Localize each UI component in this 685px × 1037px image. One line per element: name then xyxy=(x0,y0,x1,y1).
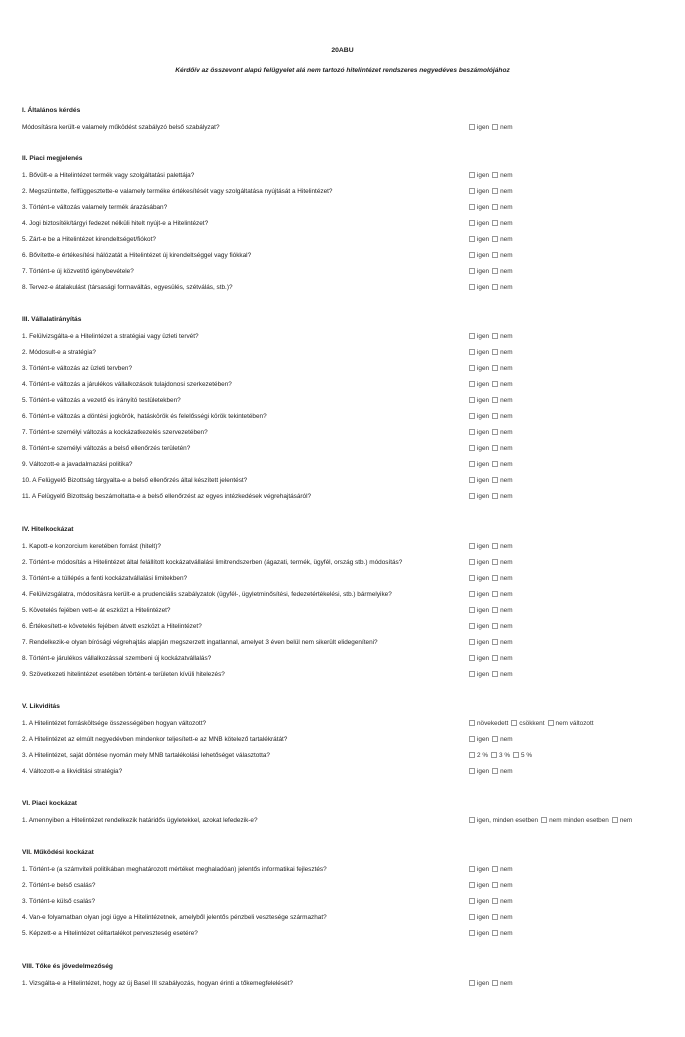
question-text: 3. Történt-e a túllépés a fenti kockázatvállalási limitekben? xyxy=(22,575,188,582)
checkbox[interactable] xyxy=(469,333,475,339)
option-label: nem xyxy=(500,575,513,582)
checkbox[interactable] xyxy=(492,736,498,742)
answer-options xyxy=(469,493,516,500)
answer-options xyxy=(469,914,516,921)
option-label: igen xyxy=(477,477,490,484)
checkbox[interactable] xyxy=(469,591,475,597)
checkbox[interactable] xyxy=(541,817,547,823)
checkbox[interactable] xyxy=(469,671,475,677)
checkbox[interactable] xyxy=(492,477,498,483)
option-label: igen xyxy=(477,980,490,987)
question-text: 2. Történt-e módosítás a Hitelintézet által felállított kockázatvállalási limitrendszerben (ágazati, termék, ügyfél, ország stb.) módosítás? xyxy=(22,559,403,566)
checkbox[interactable] xyxy=(492,349,498,355)
option-label: nem xyxy=(500,768,513,775)
option-label: nem xyxy=(500,559,513,566)
checkbox[interactable] xyxy=(492,543,498,549)
checkbox[interactable] xyxy=(492,980,498,986)
question-text: 4. Történt-e változás a járulékos vállalkozások tulajdonosi szerkezetében? xyxy=(22,381,232,388)
checkbox[interactable] xyxy=(492,623,498,629)
question-text: 5. Zárt-e be a Hitelintézet kirendeltséget/fiókot? xyxy=(22,236,156,243)
checkbox[interactable] xyxy=(492,914,498,920)
option-label: nem xyxy=(500,639,513,646)
answer-options xyxy=(469,817,635,824)
option-label: igen xyxy=(477,268,490,275)
question-text: 3. Történt-e külső csalás? xyxy=(22,898,96,905)
checkbox[interactable] xyxy=(492,671,498,677)
question-text: 7. Rendelkezik-e olyan bírósági végrehajtás alapján megszerzett ingatlannal, amelyet 3 éven belül nem sikerült elidegeníteni? xyxy=(22,639,378,646)
question-text: 9. Szövetkezeti hitelintézet esetében történt-e területen kívüli hitelezés? xyxy=(22,671,225,678)
option-label: nem xyxy=(500,930,513,937)
checkbox[interactable] xyxy=(492,655,498,661)
answer-options xyxy=(469,607,516,614)
option-label: igen xyxy=(477,333,490,340)
answer-options xyxy=(469,671,516,678)
answer-options xyxy=(469,768,516,775)
question-text: 8. Történt-e járulékos vállalkozással szembeni új kockázatvállalás? xyxy=(22,655,212,662)
answer-options xyxy=(469,252,516,259)
option-label: igen xyxy=(477,768,490,775)
checkbox[interactable] xyxy=(492,445,498,451)
section-title: I. Általános kérdés xyxy=(22,107,81,114)
checkbox[interactable] xyxy=(492,204,498,210)
option-label: nem xyxy=(500,607,513,614)
option-label: nem xyxy=(500,188,513,195)
option-label: 2 % xyxy=(477,752,489,759)
checkbox[interactable] xyxy=(469,752,475,758)
option-label: igen xyxy=(477,914,490,921)
option-label: igen xyxy=(477,236,490,243)
answer-options xyxy=(469,236,516,243)
answer-options xyxy=(469,445,516,452)
option-label: nem xyxy=(500,268,513,275)
option-label: igen xyxy=(477,882,490,889)
checkbox[interactable] xyxy=(469,623,475,629)
answer-options xyxy=(469,559,516,566)
option-label: nem xyxy=(500,413,513,420)
question-text: 2. A Hitelintézet az elmúlt negyedévben mindenkor teljesített-e az MNB kötelező tartalékrátát? xyxy=(22,736,288,743)
option-label: igen xyxy=(477,607,490,614)
question-text: 5. Történt-e változás a vezető és irányító testületekben? xyxy=(22,397,181,404)
answer-options xyxy=(469,204,516,211)
option-label: igen xyxy=(477,671,490,678)
answer-options xyxy=(469,736,516,743)
option-label: nem xyxy=(500,204,513,211)
checkbox[interactable] xyxy=(492,268,498,274)
question-text: 2. Megszüntette, felfüggesztette-e valamely terméke értékesítését vagy szolgáltatása nyújtását a Hitelintézet? xyxy=(22,188,333,195)
option-label: nem xyxy=(500,124,513,131)
answer-options xyxy=(469,333,516,340)
section-title: V. Likviditás xyxy=(22,703,60,710)
option-label: igen xyxy=(477,639,490,646)
option-label: igen xyxy=(477,866,490,873)
option-label: igen xyxy=(477,252,490,259)
answer-options xyxy=(469,397,516,404)
checkbox[interactable] xyxy=(469,736,475,742)
checkbox[interactable] xyxy=(492,930,498,936)
checkbox[interactable] xyxy=(469,655,475,661)
option-label: nem xyxy=(500,429,513,436)
option-label: nem xyxy=(500,220,513,227)
question-text: 2. Módosult-e a stratégia? xyxy=(22,349,96,356)
answer-options xyxy=(469,365,516,372)
answer-options xyxy=(469,882,516,889)
checkbox[interactable] xyxy=(469,461,475,467)
option-label: igen xyxy=(477,381,490,388)
checkbox[interactable] xyxy=(492,639,498,645)
form-title: Kérdőív az összevont alapú felügyelet alá nem tartozó hitelintézet rendszeres negyedéves beszámolójához xyxy=(175,67,510,74)
checkbox[interactable] xyxy=(469,220,475,226)
question-text: 11. A Felügyelő Bizottság beszámoltatta-e a belső ellenőrzést az egyes intézkedések végrehajtásáról? xyxy=(22,493,312,500)
question-text: 1. A Hitelintézet forrásköltsége összességében hogyan változott? xyxy=(22,720,207,727)
option-label: nem változott xyxy=(555,720,594,727)
answer-options xyxy=(469,898,516,905)
answer-options xyxy=(469,429,516,436)
answer-options xyxy=(469,461,516,468)
checkbox[interactable] xyxy=(492,284,498,290)
answer-options xyxy=(469,349,516,356)
checkbox[interactable] xyxy=(469,768,475,774)
section-title: III. Vállalatirányítás xyxy=(22,316,82,323)
answer-options xyxy=(469,220,516,227)
checkbox[interactable] xyxy=(492,575,498,581)
option-label: nem xyxy=(500,172,513,179)
answer-options xyxy=(469,268,516,275)
option-label: igen xyxy=(477,397,490,404)
checkbox[interactable] xyxy=(469,172,475,178)
option-label: nem xyxy=(500,284,513,291)
option-label: igen xyxy=(477,172,490,179)
checkbox[interactable] xyxy=(469,397,475,403)
option-label: nem xyxy=(619,817,633,824)
answer-options xyxy=(469,639,516,646)
checkbox[interactable] xyxy=(469,817,475,823)
option-label: nem xyxy=(500,397,513,404)
checkbox[interactable] xyxy=(469,575,475,581)
option-label: nem xyxy=(500,365,513,372)
answer-options xyxy=(469,124,516,131)
checkbox[interactable] xyxy=(469,477,475,483)
question-text: 6. Értékesített-e követelés fejében átvett eszközt a Hitelintézet? xyxy=(22,623,202,630)
checkbox[interactable] xyxy=(492,365,498,371)
checkbox[interactable] xyxy=(492,559,498,565)
question-text: Módosításra került-e valamely működést szabályzó belső szabályzat? xyxy=(22,124,220,131)
question-text: 1. Kapott-e konzorcium keretében forrást (hitelt)? xyxy=(22,543,161,550)
option-label: igen xyxy=(477,445,490,452)
section-title: VI. Piaci kockázat xyxy=(22,800,77,807)
question-text: 8. Tervez-e átalakulást (társasági formaváltás, egyesülés, szétválás, stb.)? xyxy=(22,284,233,291)
checkbox[interactable] xyxy=(469,493,475,499)
checkbox[interactable] xyxy=(612,817,618,823)
checkbox[interactable] xyxy=(492,898,498,904)
section-title: II. Piaci megjelenés xyxy=(22,155,83,162)
answer-options xyxy=(469,980,516,987)
answer-options xyxy=(469,930,516,937)
checkbox[interactable] xyxy=(469,445,475,451)
option-label: igen xyxy=(477,124,490,131)
option-label: nem xyxy=(500,866,513,873)
answer-options xyxy=(469,575,516,582)
option-label: igen xyxy=(477,736,490,743)
answer-options xyxy=(469,752,535,759)
checkbox[interactable] xyxy=(492,413,498,419)
answer-options xyxy=(469,188,516,195)
option-label: 5 % xyxy=(521,752,533,759)
option-label: nem xyxy=(500,236,513,243)
option-label: igen xyxy=(477,898,490,905)
section-title: VIII. Tőke és jövedelmezőség xyxy=(22,963,113,970)
option-label: igen xyxy=(477,559,490,566)
checkbox[interactable] xyxy=(469,284,475,290)
checkbox[interactable] xyxy=(492,429,498,435)
option-label: igen, minden esetben xyxy=(477,817,539,824)
option-label: igen xyxy=(477,204,490,211)
checkbox[interactable] xyxy=(469,898,475,904)
option-label: nem xyxy=(500,543,513,550)
option-label: nem xyxy=(500,655,513,662)
checkbox[interactable] xyxy=(492,591,498,597)
option-label: igen xyxy=(477,623,490,630)
option-label: nem xyxy=(500,477,513,484)
option-label: igen xyxy=(477,461,490,468)
answer-options xyxy=(469,477,516,484)
question-text: 3. A Hitelintézet, saját döntése nyomán mely MNB tartalékolási lehetőséget választotta? xyxy=(22,752,270,759)
checkbox[interactable] xyxy=(469,980,475,986)
checkbox[interactable] xyxy=(469,236,475,242)
checkbox[interactable] xyxy=(492,461,498,467)
checkbox[interactable] xyxy=(492,768,498,774)
checkbox[interactable] xyxy=(492,882,498,888)
answer-options xyxy=(469,413,516,420)
checkbox[interactable] xyxy=(548,720,554,726)
question-text: 4. Felülvizsgálatra, módosításra került-e a prudenciális szabályzatok (ügyfél-, ügyletminősítési, fedezetértékelési, stb.) bármelyike? xyxy=(22,591,392,598)
question-text: 7. Történt-e új közvetítő igénybevétele? xyxy=(22,268,134,275)
checkbox[interactable] xyxy=(469,559,475,565)
checkbox[interactable] xyxy=(492,236,498,242)
checkbox[interactable] xyxy=(491,752,497,758)
answer-options xyxy=(469,381,516,388)
option-label: igen xyxy=(477,220,490,227)
option-label: nem xyxy=(500,461,513,468)
checkbox[interactable] xyxy=(492,866,498,872)
question-text: 1. Bővült-e a Hitelintézet termék vagy szolgáltatási palettája? xyxy=(22,172,195,179)
option-label: igen xyxy=(477,349,490,356)
option-label: nem xyxy=(500,623,513,630)
question-text: 6. Bővítette-e értékesítési hálózatát a Hitelintézet új kirendeltséggel vagy fiókkal? xyxy=(22,252,252,259)
checkbox[interactable] xyxy=(492,252,498,258)
option-label: igen xyxy=(477,591,490,598)
checkbox[interactable] xyxy=(492,188,498,194)
checkbox[interactable] xyxy=(469,365,475,371)
checkbox[interactable] xyxy=(492,493,498,499)
checkbox[interactable] xyxy=(469,124,475,130)
question-text: 4. Van-e folyamatban olyan jogi ügye a Hitelintézetnek, amelyből jelentős pénzbeli vesztesége származhat? xyxy=(22,914,327,921)
option-label: nem xyxy=(500,591,513,598)
option-label: igen xyxy=(477,429,490,436)
answer-options xyxy=(469,172,516,179)
checkbox[interactable] xyxy=(469,930,475,936)
question-text: 1. Vizsgálta-e a Hitelintézet, hogy az új Basel III szabályozás, hogyan érinti a tőkemegfelelését? xyxy=(22,980,293,987)
question-text: 3. Történt-e változás az üzleti tervben? xyxy=(22,365,133,372)
question-text: 3. Történt-e változás valamely termék árazásában? xyxy=(22,204,168,211)
answer-options xyxy=(469,655,516,662)
question-text: 1. Történt-e (a számviteli politikában meghatározott mértéket meghaladóan) jelentős informatikai fejlesztés? xyxy=(22,866,327,873)
checkbox[interactable] xyxy=(469,268,475,274)
question-text: 5. Követelés fejében vett-e át eszközt a Hitelintézet? xyxy=(22,607,171,614)
checkbox[interactable] xyxy=(469,543,475,549)
checkbox[interactable] xyxy=(469,413,475,419)
option-label: nem xyxy=(500,333,513,340)
checkbox[interactable] xyxy=(492,172,498,178)
option-label: csökkent xyxy=(519,720,545,727)
section-title: VII. Működési kockázat xyxy=(22,849,94,856)
question-text: 9. Változott-e a javadalmazási politika? xyxy=(22,461,133,468)
option-label: nem xyxy=(500,252,513,259)
question-text: 8. Történt-e személyi változás a belső ellenőrzés területén? xyxy=(22,445,191,452)
checkbox[interactable] xyxy=(492,333,498,339)
option-label: nem xyxy=(500,736,513,743)
answer-options xyxy=(469,720,597,727)
option-label: igen xyxy=(477,930,490,937)
form-code: 20ABU xyxy=(331,47,354,54)
question-text: 5. Képzett-e a Hitelintézet céltartalékot perveszteség esetére? xyxy=(22,930,198,937)
option-label: igen xyxy=(477,413,490,420)
option-label: 3 % xyxy=(499,752,511,759)
answer-options xyxy=(469,623,516,630)
checkbox[interactable] xyxy=(492,381,498,387)
checkbox[interactable] xyxy=(469,381,475,387)
question-text: 1. Felülvizsgálta-e a Hitelintézet a stratégiai vagy üzleti tervét? xyxy=(22,333,199,340)
checkbox[interactable] xyxy=(469,607,475,613)
option-label: nem xyxy=(500,980,513,987)
checkbox[interactable] xyxy=(469,429,475,435)
option-label: igen xyxy=(477,575,490,582)
checkbox[interactable] xyxy=(492,607,498,613)
checkbox[interactable] xyxy=(492,397,498,403)
answer-options xyxy=(469,591,516,598)
question-text: 6. Történt-e változás a döntési jogkörök, hatáskörök és felelősségi körök tekintetében? xyxy=(22,413,267,420)
checkbox[interactable] xyxy=(469,882,475,888)
checkbox[interactable] xyxy=(469,252,475,258)
checkbox[interactable] xyxy=(469,349,475,355)
checkbox[interactable] xyxy=(469,720,475,726)
checkbox[interactable] xyxy=(469,204,475,210)
checkbox[interactable] xyxy=(492,124,498,130)
option-label: nem xyxy=(500,349,513,356)
option-label: nem xyxy=(500,493,513,500)
answer-options xyxy=(469,866,516,873)
checkbox[interactable] xyxy=(469,866,475,872)
option-label: növekedett xyxy=(477,720,509,727)
question-text: 1. Amennyiben a Hitelintézet rendelkezik határidős ügyletekkel, azokat lefedezik-e? xyxy=(22,817,258,824)
checkbox[interactable] xyxy=(469,188,475,194)
option-label: igen xyxy=(477,543,490,550)
option-label: nem xyxy=(500,914,513,921)
question-text: 4. Jogi biztosíték/tárgyi fedezet nélküli hitelt nyújt-e a Hitelintézet? xyxy=(22,220,209,227)
checkbox[interactable] xyxy=(511,720,517,726)
option-label: igen xyxy=(477,655,490,662)
section-title: IV. Hitelkockázat xyxy=(22,526,74,533)
checkbox[interactable] xyxy=(469,914,475,920)
option-label: igen xyxy=(477,365,490,372)
question-text: 2. Történt-e belső csalás? xyxy=(22,882,96,889)
question-text: 10. A Felügyelő Bizottság tárgyalta-e a belső ellenőrzés által készített jelentést? xyxy=(22,477,248,484)
question-text: 7. Történt-e személyi változás a kockázatkezelés szervezetében? xyxy=(22,429,208,436)
checkbox[interactable] xyxy=(513,752,519,758)
option-label: igen xyxy=(477,284,490,291)
checkbox[interactable] xyxy=(469,639,475,645)
checkbox[interactable] xyxy=(492,220,498,226)
answer-options xyxy=(469,543,516,550)
option-label: nem xyxy=(500,898,513,905)
option-label: nem xyxy=(500,671,513,678)
option-label: nem minden esetben xyxy=(549,817,609,824)
answer-options xyxy=(469,284,516,291)
option-label: nem xyxy=(500,882,513,889)
option-label: nem xyxy=(500,445,513,452)
option-label: igen xyxy=(477,493,490,500)
option-label: igen xyxy=(477,188,490,195)
option-label: nem xyxy=(500,381,513,388)
question-text: 4. Változott-e a likviditási stratégia? xyxy=(22,768,123,775)
